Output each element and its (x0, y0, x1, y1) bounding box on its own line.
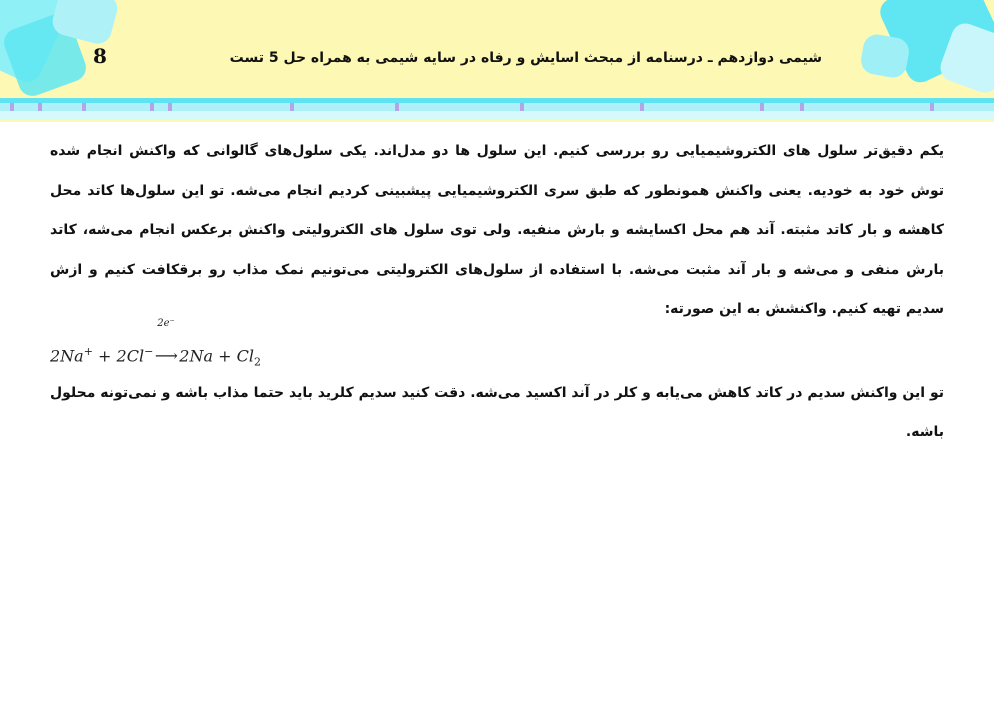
stripe-tick (290, 103, 294, 111)
body-paragraph-2: تو این واکنش سدیم در کاتد کاهش می‌یابه و کلر در آند اکسید می‌شه. دقت کنید سدیم کلرید باید حتما مذاب باشه و نمی‌تونه محلول باشه. (50, 384, 944, 440)
page-header (0, 0, 994, 122)
stripe-tick (395, 103, 399, 111)
stripe-tick (38, 103, 42, 111)
reactant-chloride: 2Cl (116, 345, 145, 365)
stripe-tick (520, 103, 524, 111)
stripe-tick (760, 103, 764, 111)
plus-sign: + (213, 345, 237, 365)
stripe-tick (82, 103, 86, 111)
stripe-tick (10, 103, 14, 111)
body-paragraph-1: یکم دقیق‌تر سلول های الکتروشیمیایی رو بررسی کنیم. این سلول ها دو مدل‌اند. یکی سلول‌های گالوانی که واکنش انجام شده توش خود به خودیه. یعنی واکنش همونطور که طبق سری الکتروشیمیایی پیشبینی کردیم انجام می‌شه. تو این سلول‌ها کاتد محل کاهشه و بار کاتد مثبته. آند هم محل اکسایشه و بارش منفیه. ولی توی سلول های الکترولیتی واکنش برعکس انجام می‌شه، کاتد بارش منفی و می‌شه و بار آند مثبت می‌شه. با استفاده از سلول‌های الکترولیتی می‌تونیم نمک مذاب رو برقکافت کنیم و ازش سدیم تهیه کنیم. واکنشش به این صورته: (50, 143, 944, 317)
charge-minus: − (144, 344, 154, 358)
header-decoration (859, 32, 911, 79)
reactant-sodium: 2Na (50, 345, 84, 365)
stripe-tick (150, 103, 154, 111)
header-stripe (0, 98, 994, 120)
product-chlorine: Cl (236, 345, 254, 365)
page-title: شیمی دوازدهم ـ درسنامه از مبحث اسایش و رفاه در سایه شیمی به همراه حل 5 تست (229, 50, 822, 66)
stripe-tick (640, 103, 644, 111)
chemical-equation (50, 317, 944, 374)
plus-sign: + (92, 345, 117, 365)
stripe-tick (930, 103, 934, 111)
page-number: 8 (93, 44, 107, 68)
charge-plus: + (83, 344, 93, 358)
stripe-tick (168, 103, 172, 111)
stripe-tick (800, 103, 804, 111)
page-content (50, 132, 944, 453)
arrow-icon: ⟶ (154, 345, 178, 365)
reaction-arrow (153, 317, 179, 378)
product-sodium: 2Na (179, 345, 213, 365)
subscript-two: 2 (253, 355, 261, 369)
arrow-electron-label: 2e⁻ (157, 317, 175, 329)
